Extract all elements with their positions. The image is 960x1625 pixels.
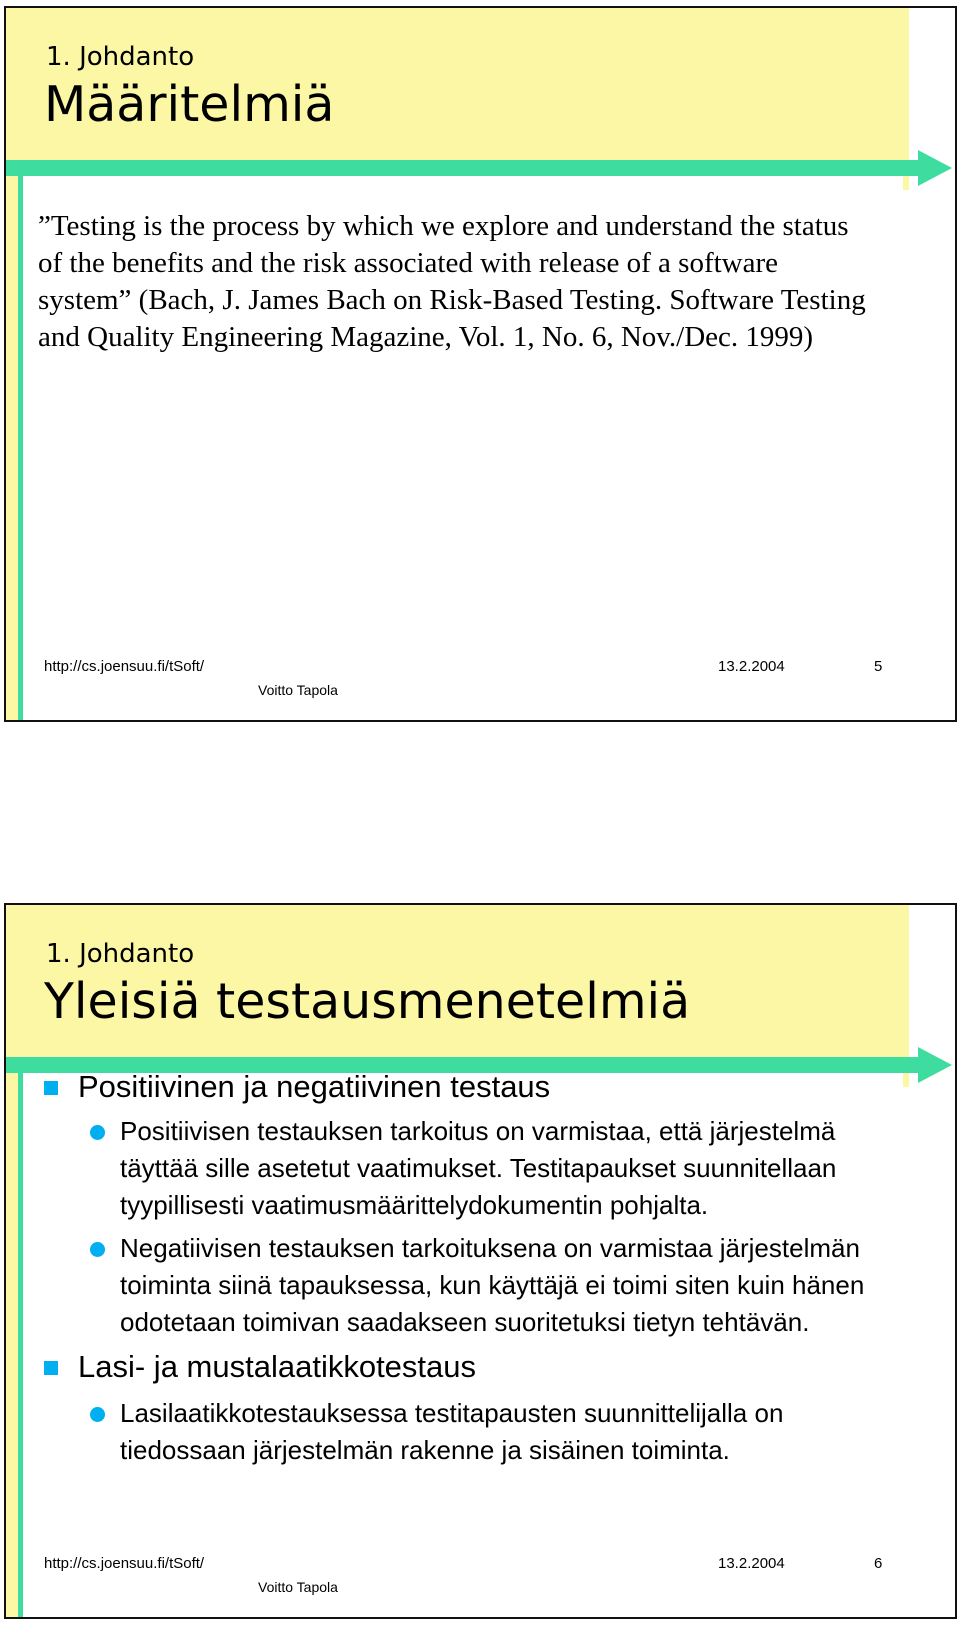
sub-bullet-text: Lasilaatikkotestauksessa testitapausten suunnittelijalla on tiedossaan järjestelmän rakenne ja sisäinen toiminta. [120, 1398, 784, 1465]
bullet-text: Lasi- ja mustalaatikkotestaus [78, 1349, 477, 1384]
footer-date: 13.2.2004 [718, 1555, 785, 1572]
footer-url: http://cs.joensuu.fi/tSoft/ [44, 658, 205, 675]
section-label: 1. Johdanto [46, 42, 195, 72]
bullet-text: Positiivinen ja negatiivinen testaus [78, 1069, 551, 1104]
green-left-stripe [18, 1073, 23, 1619]
definition-quote: ”Testing is the process by which we explore and understand the status of the benefits and the risk associated with release of a software system” (Bach, J. James Bach on Risk-Based Testing. Software Testing and Quality Engineering Magazine, Vol. 1, No. 6, Nov./Dec. 1999) [38, 210, 866, 353]
arrow-right-icon [918, 1047, 952, 1083]
green-divider-bar [6, 160, 924, 176]
footer-date: 13.2.2004 [718, 658, 785, 675]
square-bullet-icon [44, 1081, 58, 1095]
footer-url: http://cs.joensuu.fi/tSoft/ [44, 1555, 205, 1572]
slide-number: 6 [874, 1555, 883, 1572]
round-bullet-icon [90, 1407, 105, 1422]
sub-bullet-item [90, 1395, 870, 1469]
round-bullet-icon [90, 1242, 105, 1257]
footer-author: Voitto Tapola [258, 682, 338, 698]
footer-author: Voitto Tapola [258, 1579, 338, 1595]
round-bullet-icon [90, 1125, 105, 1140]
sub-bullet-text: Positiivisen testauksen tarkoitus on varmistaa, että järjestelmä täyttää sille asetetut vaatimukset. Testitapaukset suunnitellaan tyypillisesti vaatimusmäärittelydokumentin pohjalta. [120, 1116, 837, 1220]
green-left-stripe [18, 176, 23, 722]
slide-definitions [4, 6, 957, 722]
slide-title: Yleisiä testausmenetelmiä [44, 973, 691, 1030]
sub-bullet-text: Negatiivisen testauksen tarkoituksena on varmistaa järjestelmän toiminta siinä tapauksessa, kun käyttäjä ei toimi siten kuin hänen odotetaan toimivan saadakseen suoritetuksi tietyn tehtävän. [120, 1233, 865, 1337]
sub-bullet-item [90, 1230, 870, 1341]
slide-number: 5 [874, 658, 883, 675]
sub-bullet-item [90, 1113, 870, 1224]
slide-title: Määritelmiä [44, 76, 335, 133]
left-margin-band [6, 1057, 18, 1617]
arrow-right-icon [918, 150, 952, 186]
slide-testing-methods [4, 903, 957, 1619]
square-bullet-icon [44, 1361, 58, 1375]
section-label: 1. Johdanto [46, 939, 195, 969]
left-margin-band [6, 160, 18, 720]
